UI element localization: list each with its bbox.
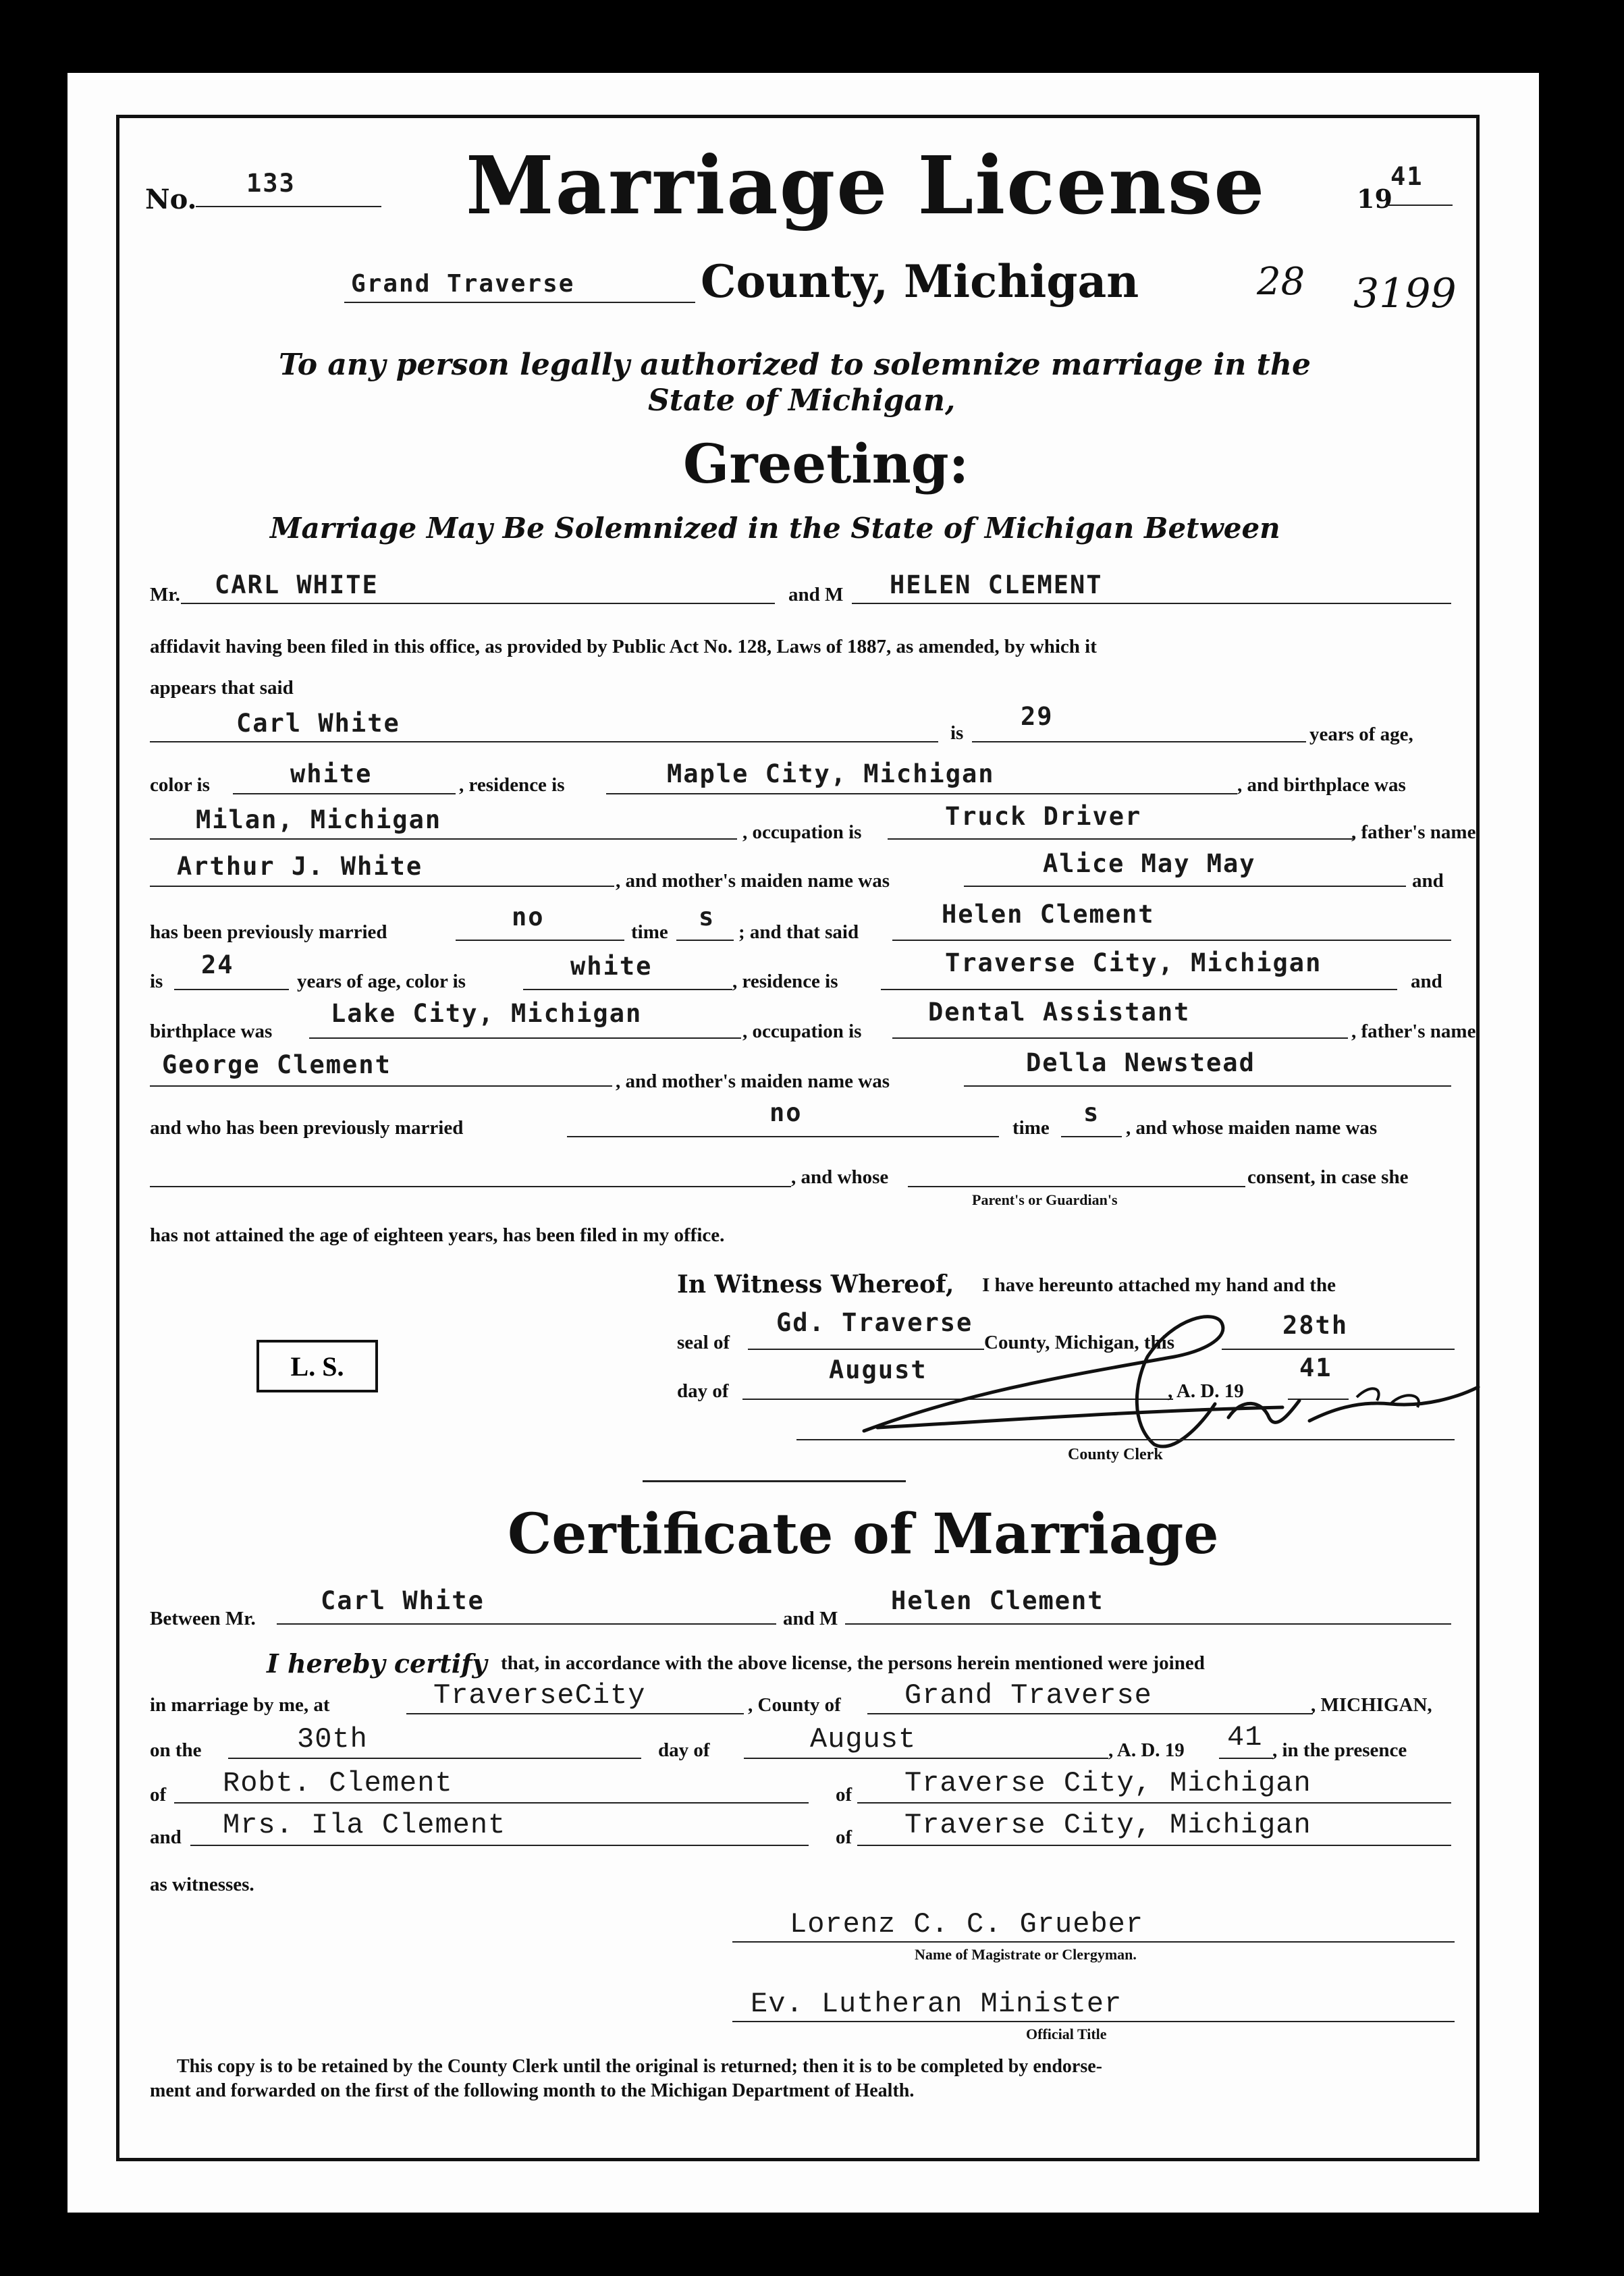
birthplace-label-2: birthplace was bbox=[150, 1021, 273, 1042]
groom-mother: Alice May May bbox=[1043, 849, 1256, 878]
marriage-month-line bbox=[744, 1758, 1108, 1759]
marriage-place: TraverseCity bbox=[433, 1679, 646, 1712]
and-label-3: and bbox=[150, 1826, 182, 1848]
in-marriage-label: in marriage by me, at bbox=[150, 1694, 330, 1716]
groom-residence: Maple City, Michigan bbox=[667, 759, 995, 788]
license-number-label: No. bbox=[145, 184, 197, 215]
official-title-caption: Official Title bbox=[1026, 2026, 1107, 2042]
birthplace-was-label: , and birthplace was bbox=[1237, 774, 1406, 796]
day-of-label: day of bbox=[677, 1380, 729, 1402]
ref-number-28: 28 bbox=[1257, 260, 1305, 304]
bride-occupation-line bbox=[892, 1037, 1348, 1039]
bride-birthplace-line bbox=[309, 1037, 741, 1039]
year-line bbox=[1385, 205, 1453, 206]
witness2-name: Mrs. Ila Clement bbox=[223, 1809, 506, 1841]
cert-groom-name: Carl White bbox=[321, 1586, 485, 1615]
groom-occupation: Truck Driver bbox=[945, 802, 1142, 831]
maiden-name-line bbox=[150, 1186, 791, 1187]
attached-text: I have hereunto attached my hand and the bbox=[982, 1274, 1336, 1296]
time-label-2: time bbox=[1012, 1117, 1050, 1139]
as-witnesses-label: as witnesses. bbox=[150, 1874, 254, 1895]
document-title: Marriage License bbox=[466, 138, 1266, 232]
bride-previously-married: no bbox=[769, 1098, 803, 1127]
county-line bbox=[344, 302, 695, 303]
bride-mother: Della Newstead bbox=[1026, 1048, 1255, 1077]
county-of-label: , County of bbox=[748, 1694, 841, 1716]
bride-age: 24 bbox=[201, 950, 234, 979]
m-line bbox=[852, 603, 1451, 604]
license-number-value: 133 bbox=[246, 169, 296, 198]
footer-line2: ment and forwarded on the first of the following month to the Michigan Department of Health. bbox=[150, 2080, 915, 2101]
prev-married-label: has been previously married bbox=[150, 921, 387, 943]
groom-color-line bbox=[233, 793, 456, 794]
groom-name: Carl White bbox=[236, 709, 400, 738]
between-mr-label: Between Mr. bbox=[150, 1608, 256, 1629]
license-year-value: 41 bbox=[1299, 1353, 1332, 1382]
groom-times: s bbox=[699, 902, 715, 931]
officiant-caption: Name of Magistrate or Clergyman. bbox=[915, 1946, 1137, 1963]
official-title-line bbox=[732, 2021, 1455, 2022]
license-number-line bbox=[196, 206, 381, 207]
time-label: time bbox=[631, 921, 668, 943]
parent-consent-line bbox=[908, 1186, 1245, 1187]
color-label: color is bbox=[150, 774, 210, 796]
and-label: and bbox=[1412, 870, 1444, 892]
occupation-label: , occupation is bbox=[742, 821, 862, 843]
on-the-label: on the bbox=[150, 1739, 202, 1761]
marriage-county: Grand Traverse bbox=[904, 1679, 1152, 1712]
certificate-title: Certificate of Marriage bbox=[508, 1502, 1219, 1567]
occupation-label-2: , occupation is bbox=[742, 1021, 862, 1042]
residence-label-2: , residence is bbox=[732, 971, 838, 992]
seal-county-value: Gd. Traverse bbox=[776, 1308, 973, 1337]
mr-label: Mr. bbox=[150, 584, 180, 605]
cert-bride-line bbox=[845, 1623, 1451, 1625]
groom-mother-line bbox=[964, 886, 1406, 887]
marriage-county-line bbox=[867, 1713, 1313, 1714]
county-value: Grand Traverse bbox=[351, 270, 575, 298]
county-clerk-line bbox=[796, 1439, 1455, 1440]
groom-occupation-line bbox=[888, 838, 1353, 840]
of-label-2: of bbox=[836, 1784, 852, 1806]
bride-color-line bbox=[523, 989, 732, 990]
footer-line1: This copy is to be retained by the County Clerk until the original is returned; then it is to be completed by endorse- bbox=[177, 2056, 1102, 2077]
who-prev-label: and who has been previously married bbox=[150, 1117, 464, 1139]
groom-age-line bbox=[972, 741, 1306, 742]
bride-residence-line bbox=[881, 989, 1397, 990]
bride-times: s bbox=[1083, 1098, 1100, 1127]
official-title-value: Ev. Lutheran Minister bbox=[751, 1988, 1122, 2020]
groom-birthplace-line bbox=[150, 838, 737, 840]
county-clerk-caption: County Clerk bbox=[1068, 1446, 1163, 1463]
mr-line bbox=[181, 603, 775, 604]
in-presence-label: , in the presence bbox=[1272, 1739, 1407, 1761]
of-label: of bbox=[150, 1784, 167, 1806]
cert-ad-label: , A. D. 19 bbox=[1108, 1739, 1185, 1761]
consent-label: consent, in case she bbox=[1247, 1166, 1409, 1188]
year-value: 41 bbox=[1390, 162, 1424, 191]
fathers-name-label-2: , father's name bbox=[1351, 1021, 1476, 1042]
affidavit-line2: appears that said bbox=[150, 677, 294, 699]
witness2-place-line bbox=[857, 1845, 1451, 1846]
bride-name: Helen Clement bbox=[942, 900, 1155, 929]
marriage-day-line bbox=[228, 1758, 641, 1759]
cert-and-m-label: and M bbox=[783, 1608, 838, 1629]
certify-text: that, in accordance with the above license, the persons herein mentioned were joined bbox=[501, 1652, 1205, 1674]
groom-name-line bbox=[150, 741, 938, 742]
ls-seal-box: L. S. bbox=[256, 1340, 378, 1392]
bride-times-line bbox=[1061, 1136, 1122, 1137]
year-prefix: 19 bbox=[1357, 184, 1392, 214]
and-m-label: and M bbox=[788, 584, 844, 605]
ref-number-3199: 3199 bbox=[1353, 270, 1457, 317]
is-label-2: is bbox=[150, 971, 163, 992]
salutation-line1: To any person legally authorized to solemnize marriage in the bbox=[279, 348, 1311, 382]
and-whose-label: , and whose bbox=[791, 1166, 889, 1188]
cert-day-of-label: day of bbox=[658, 1739, 710, 1761]
groom-times-line bbox=[676, 940, 734, 941]
bride-birthplace: Lake City, Michigan bbox=[331, 999, 643, 1028]
not-attained-line: has not attained the age of eighteen years, has been filed in my office. bbox=[150, 1224, 725, 1246]
witness1-place-line bbox=[857, 1802, 1451, 1804]
license-month-value: August bbox=[829, 1355, 927, 1384]
marriage-year-line bbox=[1219, 1758, 1273, 1759]
groom-age: 29 bbox=[1021, 702, 1054, 731]
bride-occupation: Dental Assistant bbox=[928, 998, 1191, 1027]
bride-name-caps: HELEN CLEMENT bbox=[890, 570, 1103, 599]
officiant-name: Lorenz C. C. Grueber bbox=[790, 1908, 1144, 1941]
fathers-name-label: , father's name bbox=[1351, 821, 1476, 843]
witness1-name-line bbox=[174, 1802, 809, 1804]
bride-prev-line bbox=[567, 1136, 999, 1137]
bride-father-line bbox=[150, 1085, 612, 1087]
license-day-value: 28th bbox=[1282, 1311, 1349, 1340]
groom-name-caps: CARL WHITE bbox=[215, 570, 379, 599]
bride-mother-line bbox=[964, 1085, 1451, 1087]
groom-color: white bbox=[290, 759, 373, 788]
county-state-label: County, Michigan bbox=[701, 255, 1139, 308]
binding-margin-note: This space reserved for binding bbox=[7, 857, 27, 1103]
groom-father-line bbox=[150, 886, 614, 887]
bride-name-line bbox=[892, 940, 1451, 941]
groom-previously-married: no bbox=[512, 902, 545, 931]
marriage-month: August bbox=[810, 1723, 917, 1756]
salutation-line2: State of Michigan, bbox=[648, 383, 956, 418]
county-this-label: County, Michigan, this bbox=[984, 1332, 1174, 1353]
residence-label: , residence is bbox=[459, 774, 565, 796]
bride-father: George Clement bbox=[162, 1050, 391, 1079]
maiden-name-was-label: , and whose maiden name was bbox=[1126, 1117, 1378, 1139]
groom-birthplace: Milan, Michigan bbox=[196, 805, 442, 834]
between-line: Marriage May Be Solemnized in the State of Michigan Between bbox=[270, 512, 1280, 545]
michigan-label: , MICHIGAN, bbox=[1311, 1694, 1432, 1716]
of-label-3: of bbox=[836, 1826, 852, 1848]
cert-bride-name: Helen Clement bbox=[891, 1586, 1104, 1615]
marriage-year: 41 bbox=[1227, 1721, 1263, 1754]
that-said-label: ; and that said bbox=[738, 921, 859, 943]
mothers-maiden-label: , and mother's maiden name was bbox=[616, 870, 890, 892]
groom-residence-line bbox=[606, 793, 1237, 794]
bride-color: white bbox=[570, 952, 653, 981]
officiant-line bbox=[732, 1941, 1455, 1943]
greeting-heading: Greeting: bbox=[683, 432, 969, 495]
and-label-2: and bbox=[1411, 971, 1442, 992]
groom-prev-line bbox=[456, 940, 624, 941]
cert-groom-line bbox=[277, 1623, 776, 1625]
section-divider bbox=[643, 1480, 906, 1482]
years-of-age-label: years of age, bbox=[1309, 724, 1413, 745]
seal-of-label: seal of bbox=[677, 1332, 730, 1353]
affidavit-line1: affidavit having been filed in this office, as provided by Public Act No. 128, Laws of 1887, as amended, by which it bbox=[150, 636, 1097, 657]
marriage-place-line bbox=[406, 1713, 744, 1714]
witness1-name: Robt. Clement bbox=[223, 1767, 453, 1799]
is-label: is bbox=[950, 722, 964, 744]
witness2-place: Traverse City, Michigan bbox=[904, 1809, 1311, 1841]
yoa-color-label: years of age, color is bbox=[297, 971, 466, 992]
certify-heading: I hereby certify bbox=[267, 1648, 487, 1679]
witness2-name-line bbox=[190, 1845, 809, 1846]
bride-age-line bbox=[174, 989, 289, 990]
mothers-maiden-label-2: , and mother's maiden name was bbox=[616, 1071, 890, 1092]
in-witness-whereof: In Witness Whereof, bbox=[677, 1270, 954, 1299]
marriage-day: 30th bbox=[297, 1723, 368, 1756]
parents-caption: Parent's or Guardian's bbox=[972, 1191, 1118, 1208]
license-ad-label: , A. D. 19 bbox=[1168, 1380, 1244, 1402]
bride-residence: Traverse City, Michigan bbox=[945, 948, 1322, 977]
groom-father: Arthur J. White bbox=[177, 852, 423, 881]
witness1-place: Traverse City, Michigan bbox=[904, 1767, 1311, 1799]
county-clerk-signature bbox=[796, 1282, 1492, 1458]
